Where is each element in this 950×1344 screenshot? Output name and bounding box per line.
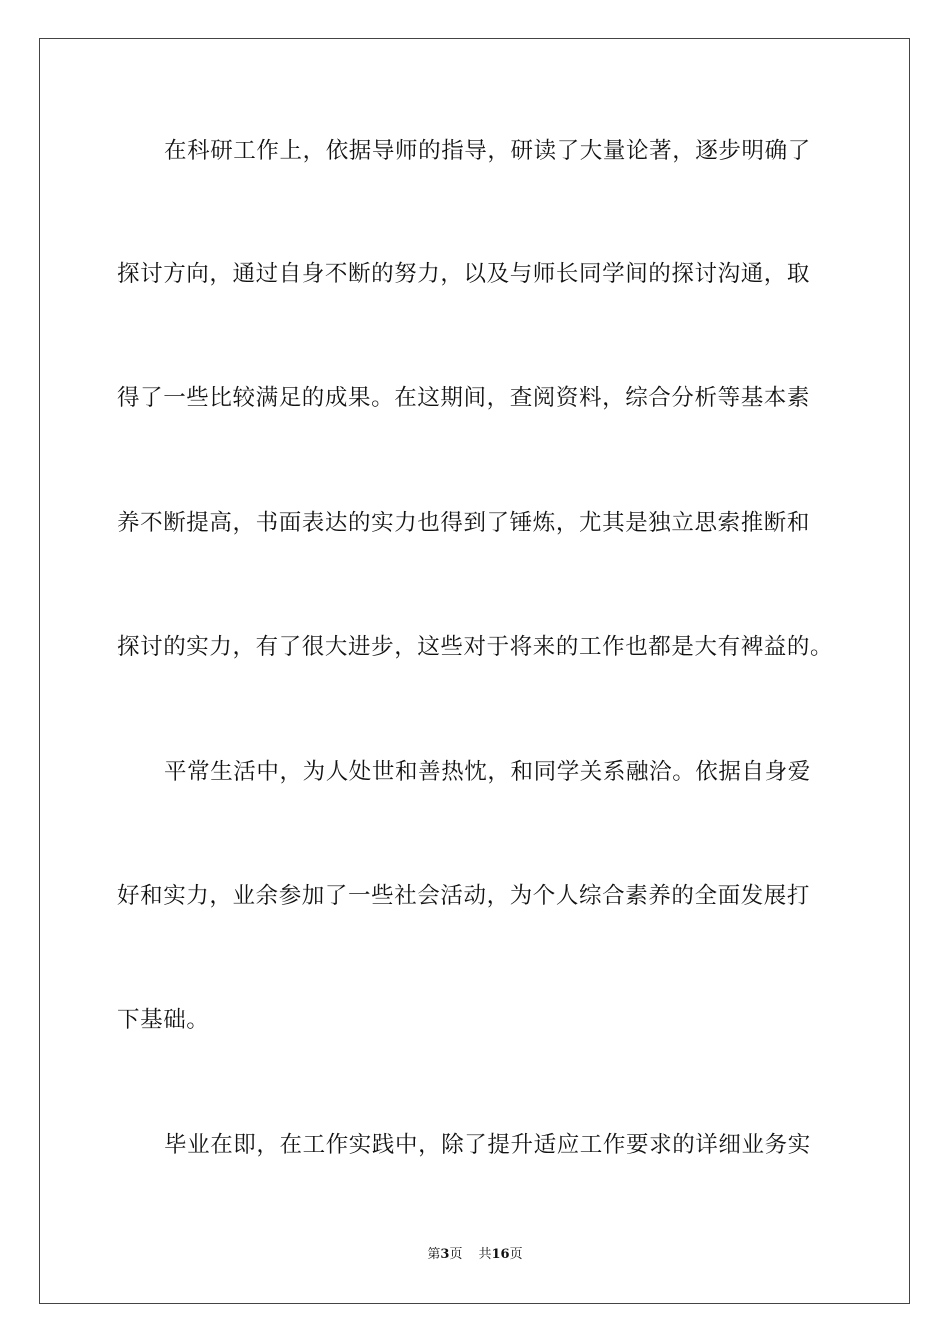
paragraph-3-line-1: 毕业在即，在工作实践中，除了提升适应工作要求的详细业务实 (164, 1132, 811, 1158)
paragraph-1-line-3: 得了一些比较满足的成果。在这期间，查阅资料，综合分析等基本素 (117, 385, 811, 411)
page-suffix: 页 (449, 1247, 463, 1262)
page-border (39, 38, 910, 1304)
total-pages: 16 (491, 1247, 510, 1262)
paragraph-1-line-4: 养不断提高，书面表达的实力也得到了锤炼，尤其是独立思索推断和 (117, 510, 811, 536)
paragraph-2-line-1: 平常生活中，为人处世和善热忱，和同学关系融洽。依据自身爱 (164, 759, 811, 785)
paragraph-2-line-3: 下基础。 (117, 1007, 210, 1033)
total-suffix: 页 (509, 1247, 523, 1262)
page-number: 3 (440, 1247, 450, 1262)
page-prefix: 第 (427, 1247, 441, 1262)
paragraph-1-line-5: 探讨的实力，有了很大进步，这些对于将来的工作也都是大有裨益的。 (117, 634, 834, 660)
paragraph-2-line-2: 好和实力，业余参加了一些社会活动，为个人综合素养的全面发展打 (117, 883, 811, 909)
paragraph-1-line-1: 在科研工作上，依据导师的指导，研读了大量论著，逐步明确了 (164, 138, 811, 164)
paragraph-1-line-2: 探讨方向，通过自身不断的努力，以及与师长同学间的探讨沟通，取 (117, 261, 811, 287)
page-footer (0, 1246, 950, 1264)
total-prefix: 共 (478, 1247, 492, 1262)
